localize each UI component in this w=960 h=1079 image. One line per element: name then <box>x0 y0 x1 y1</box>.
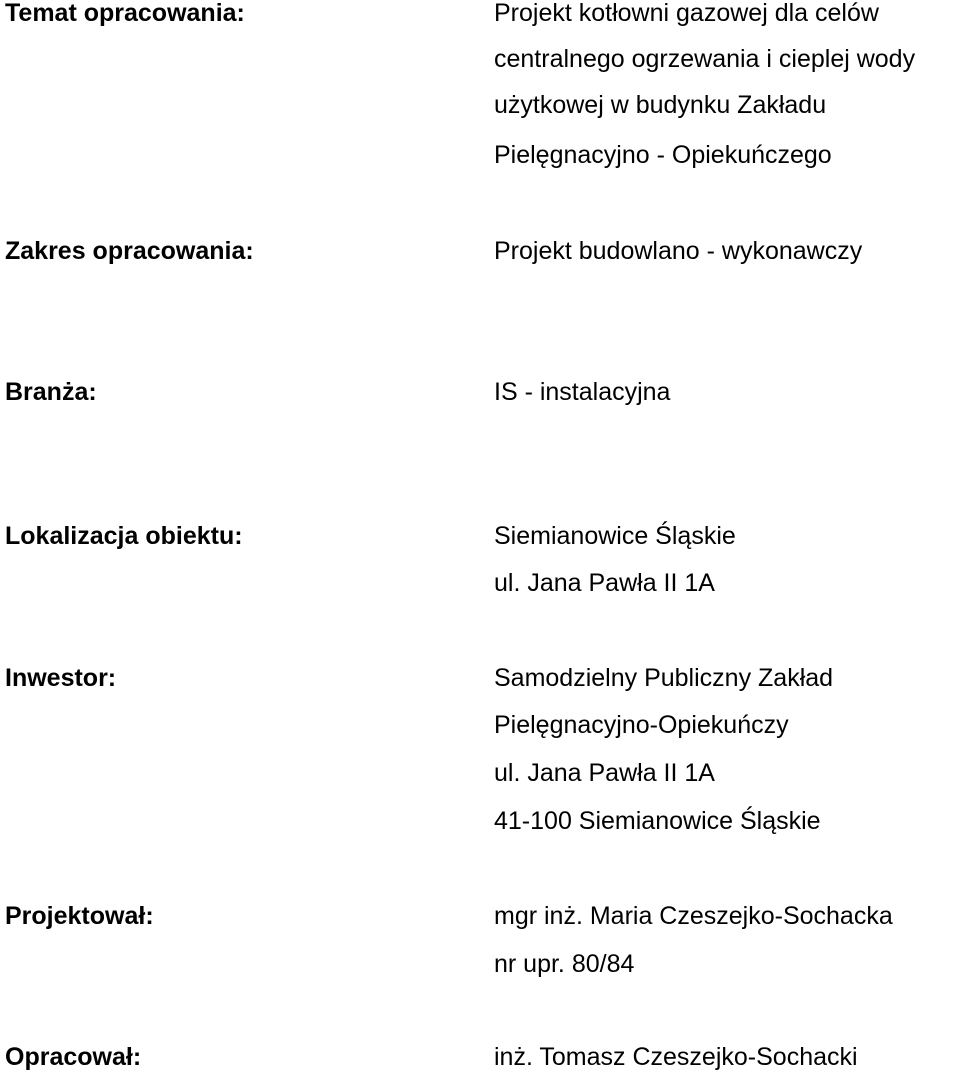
label-branza: Branża: <box>5 378 97 406</box>
value-temat-line-4: Pielęgnacyjno - Opiekuńczego <box>494 141 832 169</box>
value-temat-line-3: użytkowej w budynku Zakładu <box>494 91 827 119</box>
label-zakres: Zakres opracowania: <box>5 237 254 265</box>
value-temat-line-2: centralnego ogrzewania i cieplej wody <box>494 45 916 73</box>
value-inwestor-line-2: Pielęgnacyjno-Opiekuńczy <box>494 711 789 739</box>
value-branza-line-1: IS - instalacyjna <box>494 378 671 406</box>
label-opracowal: Opracował: <box>5 1043 142 1071</box>
value-projektowal-line-1: mgr inż. Maria Czeszejko-Sochacka <box>494 902 893 930</box>
label-lokalizacja: Lokalizacja obiektu: <box>5 522 243 550</box>
value-inwestor-line-3: ul. Jana Pawła II 1A <box>494 759 715 787</box>
value-inwestor-line-4: 41-100 Siemianowice Śląskie <box>494 807 821 835</box>
value-lokalizacja-line-1: Siemianowice Śląskie <box>494 522 736 550</box>
value-opracowal-line-1: inż. Tomasz Czeszejko-Sochacki <box>494 1043 858 1071</box>
value-zakres-line-1: Projekt budowlano - wykonawczy <box>494 237 863 265</box>
label-inwestor: Inwestor: <box>5 664 117 692</box>
value-inwestor-line-1: Samodzielny Publiczny Zakład <box>494 664 834 692</box>
value-projektowal-line-2: nr upr. 80/84 <box>494 950 635 978</box>
label-temat: Temat opracowania: <box>5 0 245 27</box>
value-temat-line-1: Projekt kotłowni gazowej dla celów <box>494 0 879 27</box>
value-lokalizacja-line-2: ul. Jana Pawła II 1A <box>494 569 715 597</box>
label-projektowal: Projektował: <box>5 902 154 930</box>
